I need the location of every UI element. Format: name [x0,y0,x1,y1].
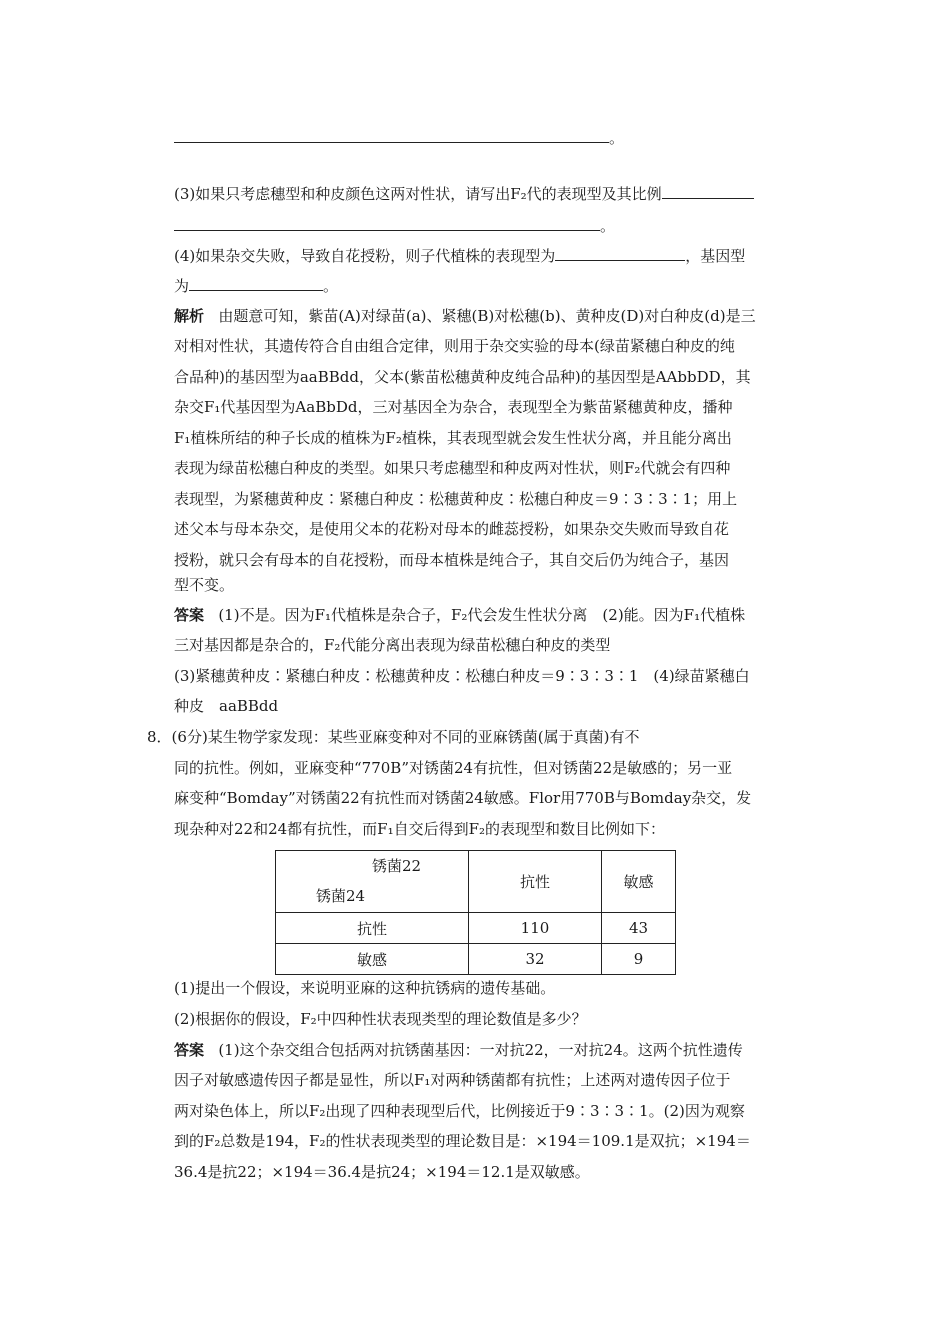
blank-line[interactable] [174,128,609,143]
analysis-line: 表现为绿苗松穗白种皮的类型。如果只考虑穗型和种皮两对性状，则F₂代就会有四种 [174,459,731,477]
answer-line: 答案 (1)不是。因为F₁代植株是杂合子，F₂代会发生性状分离 (2)能。因为F₁代植株 [174,606,746,624]
blank-line[interactable] [662,184,754,199]
analysis-line: 型不变。 [174,576,235,594]
prev-answer-line: 。 [174,128,624,148]
table-cell: 9 [602,944,676,975]
analysis-line: 杂交F₁代基因型为AaBbDd，三对基因全为杂合，表现型全为紫苗紧穗黄种皮，播种 [174,398,733,416]
answer-label: 答案 [174,1041,205,1059]
answer-line: 到的F₂总数是194，F₂的性状表现类型的理论数目是：×194＝109.1是双抗；×194＝ [174,1132,751,1150]
table-row-header: 敏感 [276,944,469,975]
table-row-header: 抗性 [276,913,469,944]
table-cell: 32 [469,944,602,975]
analysis-line: 表现型，为紧穗黄种皮∶紧穗白种皮∶松穗黄种皮∶松穗白种皮＝9∶3∶3∶1；用上 [174,490,738,508]
question-3-cont: 。 [174,216,615,236]
analysis-line: 授粉，就只会有母本的自花授粉，而母本植株是纯合子，其自交后仍为纯合子，基因 [174,551,730,569]
question-8-line: 同的抗性。例如，亚麻变种“770B”对锈菌24有抗性，但对锈菌22是敏感的；另一亚 [174,759,733,777]
answer-line: 答案 (1)这个杂交组合包括两对抗锈菌基因：一对抗22，一对抗24。这两个抗性遗传 [174,1041,743,1059]
analysis-line: 合品种)的基因型为aaBBdd，父本(紫苗松穗黄种皮纯合品种)的基因型是AAbbDD，其 [174,368,751,386]
table-col-header: 抗性 [469,851,602,913]
f2-phenotype-table [275,850,676,975]
analysis-label: 解析 [174,307,205,325]
answer-line: 36.4是抗22；×194＝36.4是抗24；×194＝12.1是双敏感。 [174,1163,590,1181]
question-4-cont: 为 。 [174,277,339,295]
question-3: (3)如果只考虑穗型和种皮颜色这两对性状，请写出F₂代的表现型及其比例 [174,184,754,204]
blank-line[interactable] [555,246,685,261]
sub-question-1: (1)提出一个假设，来说明亚麻的这种抗锈病的遗传基础。 [174,979,556,997]
answer-line: 两对染色体上，所以F₂出现了四种表现型后代，比例接近于9∶3∶3∶1。(2)因为观察 [174,1102,745,1120]
table-col-header: 敏感 [602,851,676,913]
question-8: 8．(6分)某生物学家发现：某些亚麻变种对不同的亚麻锈菌(属于真菌)有不 [147,728,640,746]
sub-question-2: (2)根据你的假设，F₂中四种性状表现类型的理论数值是多少？ [174,1010,587,1028]
question-4: (4)如果杂交失败，导致自花授粉，则子代植株的表现型为 ，基因型 [174,247,746,265]
table-cell: 110 [469,913,602,944]
analysis-line: 对相对性状，其遗传符合自由组合定律，则用于杂交实验的母本(绿苗紧穗白种皮的纯 [174,337,735,355]
question-8-line: 现杂种对22和24都有抗性，而F₁自交后得到F₂的表现型和数目比例如下： [174,820,666,838]
table-corner-header: 锈菌22 锈菌24 [276,851,469,913]
answer-line: (3)紧穗黄种皮∶紧穗白种皮∶松穗黄种皮∶松穗白种皮＝9∶3∶3∶1 (4)绿苗紧穗白 [174,667,750,685]
answer-line: 因子对敏感遗传因子都是显性，所以F₁对两种锈菌都有抗性；上述两对遗传因子位于 [174,1071,731,1089]
table-row [276,944,676,975]
answer-line: 三对基因都是杂合的，F₂代能分离出表现为绿苗松穗白种皮的类型 [174,636,611,654]
blank-line[interactable] [174,216,600,231]
analysis-line: 解析 由题意可知，紫苗(A)对绿苗(a)、紧穗(B)对松穗(b)、黄种皮(D)对白种皮(d)是三 [174,307,756,325]
table-cell: 43 [602,913,676,944]
answer-line: 种皮 aaBBdd [174,697,279,715]
blank-line[interactable] [189,276,323,291]
table-row [276,913,676,944]
analysis-line: F₁植株所结的种子长成的植株为F₂植株，其表现型就会发生性状分离，并且能分离出 [174,429,732,447]
analysis-line: 述父本与母本杂交，是使用父本的花粉对母本的雌蕊授粉，如果杂交失败而导致自花 [174,520,730,538]
question-8-line: 麻变种“Bomday”对锈菌22有抗性而对锈菌24敏感。Flor用770B与Bomday杂交，发 [174,789,752,807]
answer-label: 答案 [174,606,205,624]
